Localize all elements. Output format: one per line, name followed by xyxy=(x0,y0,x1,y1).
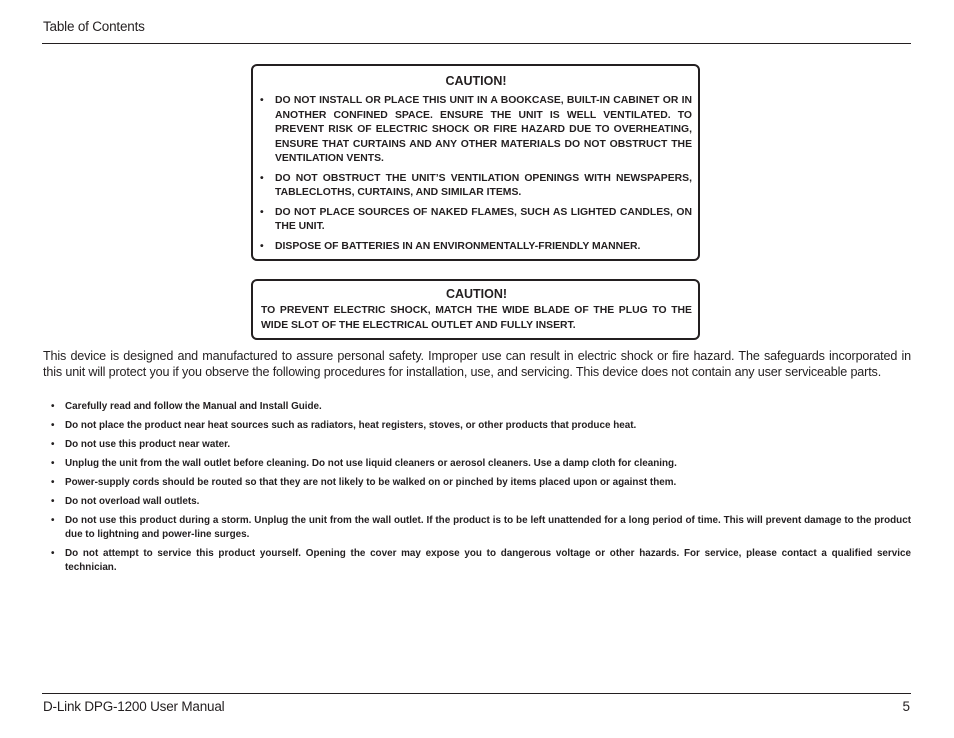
safeguard-item xyxy=(43,476,911,490)
table-of-contents-link[interactable]: Table of Contents xyxy=(43,19,145,34)
caution-item xyxy=(260,94,692,167)
caution-item-text: DO NOT INSTALL OR PLACE THIS UNIT IN A BOOKCASE, BUILT-IN CABINET OR IN ANOTHER CONFINED SPACE. ENSURE THE UNIT IS WELL VENTILATED. TO PREVENT RISK OF ELECTRIC SHOCK OR FIRE HAZARD DUE TO OVERHEATING, ENSURE THAT CURTAINS AND ANY OTHER MATERIALS DO NOT OBSTRUCT THE VENTILATION VENTS. xyxy=(275,95,692,164)
safeguard-text: Do not place the product near heat sources such as radiators, heat registers, stoves, or other products that produce heat. xyxy=(65,420,637,431)
safeguards-list xyxy=(43,400,911,580)
safeguard-text: Do not attempt to service this product yourself. Opening the cover may expose you to dangerous voltage or other hazards. For service, please contact a qualified service technician. xyxy=(65,548,911,573)
caution-text: TO PREVENT ELECTRIC SHOCK, MATCH THE WIDE BLADE OF THE PLUG TO THE WIDE SLOT OF THE ELECTRICAL OUTLET AND FULLY INSERT. xyxy=(261,305,692,331)
caution-item xyxy=(260,172,692,201)
bullet: • xyxy=(51,477,55,488)
safeguard-item xyxy=(43,438,911,452)
caution-title: CAUTION! xyxy=(445,287,508,301)
safeguard-text: Carefully read and follow the Manual and Install Guide. xyxy=(65,401,322,412)
caution-item xyxy=(260,240,692,255)
caution-box-electric-shock xyxy=(251,279,700,340)
bullet: • xyxy=(51,401,55,412)
safeguard-item xyxy=(43,514,911,542)
bullet: • xyxy=(51,458,55,469)
bullet: • xyxy=(51,548,55,559)
bullet: • xyxy=(51,439,55,450)
page-number: 5 xyxy=(902,699,910,714)
safeguard-item xyxy=(43,547,911,575)
safeguard-text: Do not use this product near water. xyxy=(65,439,231,450)
bullet: • xyxy=(260,95,264,106)
safeguard-text: Do not use this product during a storm. Unplug the unit from the wall outlet. If the product is to be left unattended for a long period of time. This will prevent damage to the product due to lightning and power-line surges. xyxy=(65,515,911,540)
caution-item xyxy=(260,206,692,235)
safeguard-item xyxy=(43,495,911,509)
bullet: • xyxy=(260,206,264,218)
safeguard-text: Do not overload wall outlets. xyxy=(65,496,200,507)
caution-title: CAUTION! xyxy=(445,74,507,88)
bullet: • xyxy=(51,420,55,431)
caution-item-text: DO NOT OBSTRUCT THE UNIT’S VENTILATION OPENINGS WITH NEWSPAPERS, TABLECLOTHS, CURTAINS, AND SIMILAR ITEMS. xyxy=(275,172,692,198)
bullet: • xyxy=(260,172,264,184)
caution-item-text: DO NOT PLACE SOURCES OF NAKED FLAMES, SUCH AS LIGHTED CANDLES, ON THE UNIT. xyxy=(275,206,692,232)
bullet: • xyxy=(51,515,55,526)
safety-intro-paragraph: This device is designed and manufactured to assure personal safety. Improper use can result in electric shock or fire hazard. The safeguards incorporated in this unit will protect you if you observe the following procedures for installation, use, and servicing. This device does not contain any user serviceable parts. xyxy=(43,349,911,379)
safeguard-text: Unplug the unit from the wall outlet before cleaning. Do not use liquid cleaners or aerosol cleaners. Use a damp cloth for cleaning. xyxy=(65,458,677,469)
manual-title: D-Link DPG-1200 User Manual xyxy=(43,699,225,714)
caution-box-ventilation xyxy=(251,64,700,261)
safeguard-item xyxy=(43,400,911,414)
bullet: • xyxy=(51,496,55,507)
bullet: • xyxy=(260,240,264,252)
safeguard-text: Power-supply cords should be routed so that they are not likely to be walked on or pinched by items placed upon or against them. xyxy=(65,477,677,488)
caution-item-text: DISPOSE OF BATTERIES IN AN ENVIRONMENTALLY-FRIENDLY MANNER. xyxy=(275,240,641,252)
caution-list xyxy=(260,94,692,254)
footer-divider xyxy=(42,693,911,694)
safeguard-item xyxy=(43,457,911,471)
header-divider xyxy=(42,43,911,44)
safeguard-item xyxy=(43,419,911,433)
